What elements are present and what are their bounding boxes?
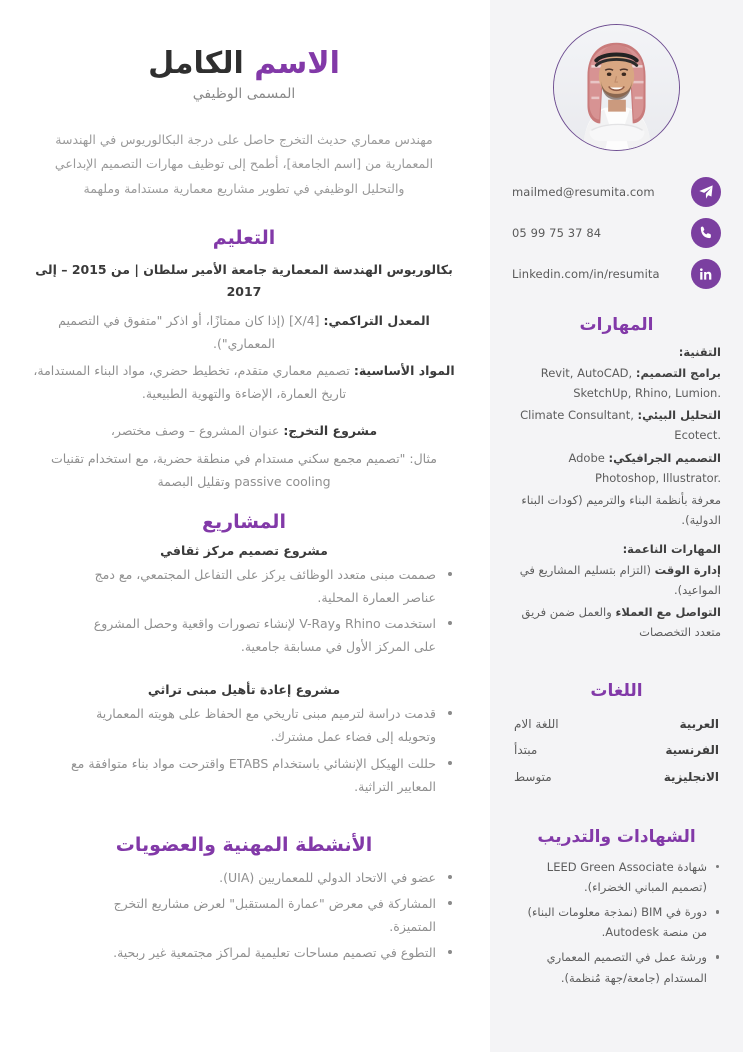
avatar	[553, 24, 680, 151]
education-title: التعليم	[212, 227, 276, 250]
section-education	[30, 223, 458, 497]
contact-phone[interactable]	[512, 218, 721, 248]
activities-title: الأنشطة المهنية والعضويات	[115, 833, 373, 856]
certifications-list	[512, 857, 721, 988]
activities-list	[30, 866, 458, 965]
list-item: قدمت دراسة لترميم مبنى تاريخي مع الحفاظ على هويته المعمارية وتحويله إلى فضاء عمل مشترك.	[30, 702, 458, 748]
language-row	[512, 711, 721, 738]
skill-item-design-software	[512, 363, 721, 403]
soft-skill-communication	[512, 602, 721, 642]
spacer	[512, 663, 721, 681]
list-item: حللت الهيكل الإنشائي باستخدام ETABS واقترحت مواد بناء متوافقة مع المعايير التراثية.	[30, 752, 458, 798]
soft-skill-value: والعمل ضمن فريق متعدد التخصصات	[521, 605, 721, 640]
contact-email[interactable]	[512, 177, 721, 207]
spacer	[512, 532, 721, 542]
name-last: الكامل	[148, 46, 244, 81]
section-languages	[512, 681, 721, 791]
list-item: عضو في الاتحاد الدولي للمعماريين (UIA).	[30, 866, 458, 889]
soft-skill-label: إدارة الوقت	[654, 563, 721, 577]
soft-skill-value: (التزام بتسليم المشاريع في المواعيد).	[519, 563, 721, 598]
skill-label: التصميم الجرافيكي:	[608, 450, 721, 465]
section-activities	[30, 830, 458, 969]
education-grad-label: مشروع التخرج:	[283, 423, 378, 439]
education-courses-label: المواد الأساسية:	[353, 363, 455, 379]
soft-skill-time-management	[512, 560, 721, 600]
language-level: اللغة الام	[514, 716, 559, 731]
spacer	[512, 809, 721, 827]
avatar-wrap	[512, 24, 721, 151]
skill-item-graphic-design	[512, 448, 721, 488]
education-gpa	[30, 309, 458, 355]
list-item: المشاركة في معرض "عمارة المستقبل" لعرض مشاريع التخرج المتميزة.	[30, 892, 458, 938]
language-row	[512, 737, 721, 764]
project-name: مشروع تصميم مركز ثقافي	[160, 542, 328, 558]
linkedin-icon	[691, 259, 721, 289]
phone-icon	[691, 218, 721, 248]
spacer	[30, 662, 458, 672]
skill-value: Climate Consultant, Ecotect.	[520, 408, 721, 443]
skills-technical-note: معرفة بأنظمة البناء والترميم (كودات البناء الدولية).	[521, 492, 721, 527]
skill-label: التحليل البيئي:	[637, 408, 721, 423]
education-grad-value: عنوان المشروع – وصف مختصر،	[110, 423, 280, 439]
education-gpa-value: [X/4] (إذا كان ممتازًا، أو اذكر "متفوق في التصميم المعماري").	[58, 312, 320, 351]
skill-item-env-analysis	[512, 405, 721, 445]
paper-plane-icon	[691, 177, 721, 207]
education-grad-project	[30, 419, 458, 442]
language-row	[512, 764, 721, 791]
contact-linkedin-value: Linkedin.com/in/resumita	[512, 267, 660, 281]
language-level: متوسط	[514, 770, 552, 785]
education-courses	[30, 359, 458, 405]
skill-label: برامج التصميم:	[635, 366, 721, 380]
language-name: الانجليزية	[663, 770, 719, 785]
list-item: دورة في BIM (نمذجة معلومات البناء) من منصة Autodesk.	[512, 902, 721, 942]
contact-email-value: mailmed@resumita.com	[512, 185, 655, 199]
list-item: ورشة عمل في التصميم المعماري المستدام (جامعة/جهة مُنظمة).	[512, 947, 721, 987]
sidebar	[490, 0, 743, 1052]
language-name: العربية	[679, 716, 719, 731]
job-title: المسمى الوظيفي	[192, 86, 296, 102]
language-level: مبتدأ	[514, 743, 538, 758]
language-name: الفرنسية	[665, 743, 719, 758]
skills-soft-label: المهارات الناعمة:	[622, 542, 721, 556]
section-certifications	[512, 827, 721, 993]
list-item: صممت مبنى متعدد الوظائف يركز على التفاعل المجتمعي، مع دمج عناصر العمارة المحلية.	[30, 563, 458, 609]
page-title	[30, 46, 458, 82]
education-grad-example: مثال: "تصميم مجمع سكني مستدام في منطقة حضرية، مع استخدام تقنيات passive cooling وتقليل البصمة	[51, 450, 437, 489]
section-projects	[30, 507, 458, 802]
spacer	[30, 812, 458, 830]
skill-value: Adobe Photoshop, Illustrator.	[568, 450, 721, 485]
skill-value: Revit, AutoCAD, SketchUp, Rhino, Lumion.	[540, 366, 721, 401]
education-gpa-label: المعدل التراكمي:	[323, 312, 430, 328]
list-item: استخدمت Rhino وV-Ray لإنشاء تصورات واقعية وحصل المشروع على المركز الأول في مسابقة جامعية.	[30, 612, 458, 658]
education-degree: بكالوريوس الهندسة المعمارية جامعة الأمير سلطان | من 2015 – إلى 2017	[35, 262, 453, 299]
section-skills	[512, 315, 721, 645]
profile-summary: مهندس معماري حديث التخرج حاصل على درجة البكالوريوس في الهندسة المعمارية من [اسم الجامعة]، أطمح إلى توظيف مهارات التصميم الإبداعي والتحليل الوظيفي في تطوير مشاريع معمارية مستدامة وملهمة	[54, 132, 434, 196]
project-bullets	[30, 702, 458, 798]
projects-title: المشاريع	[202, 510, 286, 533]
project-bullets	[30, 563, 458, 659]
contact-list	[512, 177, 721, 289]
spacer	[30, 409, 458, 419]
contact-linkedin[interactable]	[512, 259, 721, 289]
education-courses-value: تصميم معماري متقدم، تخطيط حضري، مواد البناء المستدامة، تاريخ العمارة، الإضاءة والتهوية الطبيعية.	[33, 363, 350, 402]
certifications-title: الشهادات والتدريب	[537, 826, 696, 847]
list-item: شهادة LEED Green Associate (تصميم المباني الخضراء).	[512, 857, 721, 897]
name-first: الاسم	[254, 46, 340, 81]
list-item: التطوع في تصميم مساحات تعليمية لمراكز مجتمعية غير ربحية.	[30, 941, 458, 964]
skills-technical-label: التقنية:	[678, 345, 721, 359]
contact-phone-value: 05 99 75 37 84	[512, 226, 602, 240]
skills-title: المهارات	[579, 315, 654, 335]
languages-title: اللغات	[590, 680, 643, 701]
soft-skill-label: التواصل مع العملاء	[615, 605, 721, 620]
project-name: مشروع إعادة تأهيل مبنى تراثي	[147, 682, 341, 698]
